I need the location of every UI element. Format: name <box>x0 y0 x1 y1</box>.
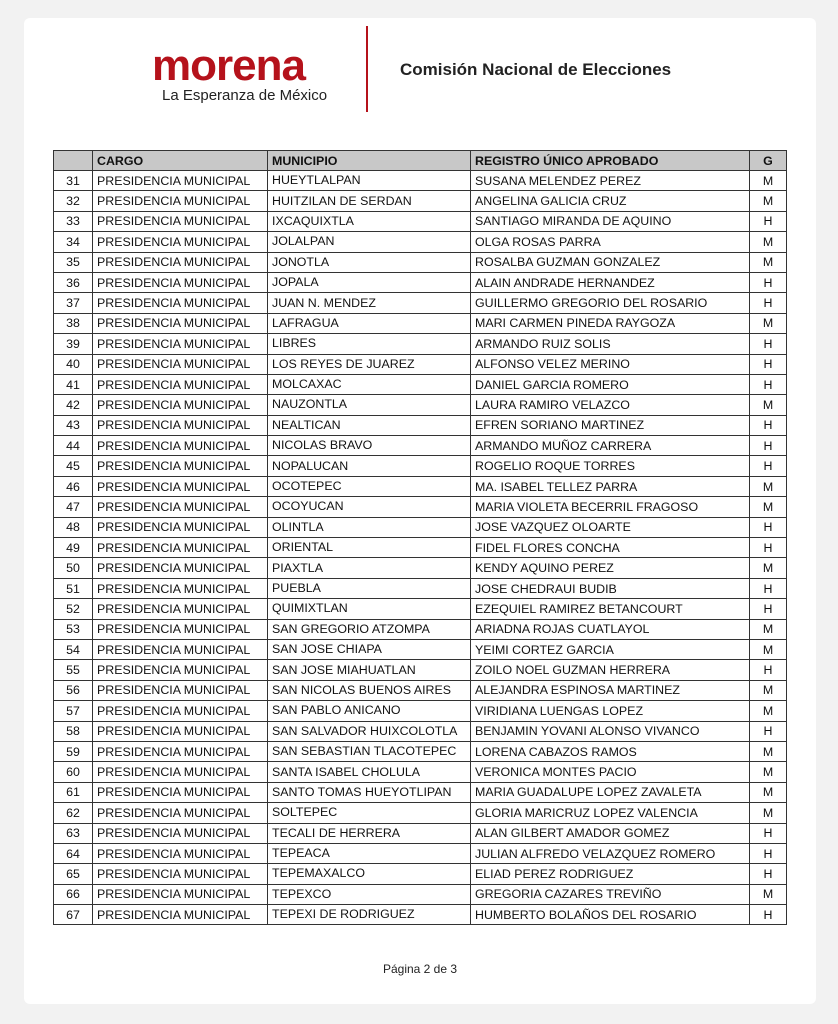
registro-cell: BENJAMIN YOVANI ALONSO VIVANCO <box>471 721 750 741</box>
cargo-cell: PRESIDENCIA MUNICIPAL <box>93 415 268 435</box>
cargo-cell: PRESIDENCIA MUNICIPAL <box>93 884 268 904</box>
cargo-cell: PRESIDENCIA MUNICIPAL <box>93 395 268 415</box>
logo-tagline: La Esperanza de México <box>162 87 328 104</box>
registro-cell: VERONICA MONTES PACIO <box>471 762 750 782</box>
row-number: 32 <box>54 191 93 211</box>
cargo-cell: PRESIDENCIA MUNICIPAL <box>93 864 268 884</box>
genero-cell: H <box>750 293 787 313</box>
table-row <box>54 456 787 476</box>
column-header-municipio: MUNICIPIO <box>268 151 471 171</box>
row-number: 44 <box>54 436 93 456</box>
registro-cell: ARIADNA ROJAS CUATLAYOL <box>471 619 750 639</box>
genero-cell: M <box>750 680 787 700</box>
row-number: 55 <box>54 660 93 680</box>
municipio-cell: TEPEACA <box>268 843 471 863</box>
row-number: 51 <box>54 578 93 598</box>
table-row <box>54 476 787 496</box>
municipio-cell: SAN JOSE CHIAPA <box>268 639 471 659</box>
table-row <box>54 905 787 925</box>
registro-cell: SANTIAGO MIRANDA DE AQUINO <box>471 211 750 231</box>
row-number: 34 <box>54 232 93 252</box>
genero-cell: M <box>750 252 787 272</box>
genero-cell: M <box>750 741 787 761</box>
municipio-cell: SOLTEPEC <box>268 803 471 823</box>
registro-cell: HUMBERTO BOLAÑOS DEL ROSARIO <box>471 905 750 925</box>
genero-cell: M <box>750 803 787 823</box>
genero-cell: H <box>750 905 787 925</box>
municipio-cell: NOPALUCAN <box>268 456 471 476</box>
municipio-cell: NAUZONTLA <box>268 395 471 415</box>
row-number: 67 <box>54 905 93 925</box>
cargo-cell: PRESIDENCIA MUNICIPAL <box>93 721 268 741</box>
table-row <box>54 293 787 313</box>
cargo-cell: PRESIDENCIA MUNICIPAL <box>93 660 268 680</box>
row-number: 41 <box>54 374 93 394</box>
municipio-cell: SAN JOSE MIAHUATLAN <box>268 660 471 680</box>
column-header-registro: REGISTRO ÚNICO APROBADO <box>471 151 750 171</box>
registro-cell: YEIMI CORTEZ GARCIA <box>471 639 750 659</box>
row-number: 50 <box>54 558 93 578</box>
municipio-cell: SAN SEBASTIAN TLACOTEPEC <box>268 741 471 761</box>
cargo-cell: PRESIDENCIA MUNICIPAL <box>93 272 268 292</box>
row-number: 48 <box>54 517 93 537</box>
column-header-cargo: CARGO <box>93 151 268 171</box>
municipio-cell: HUITZILAN DE SERDAN <box>268 191 471 211</box>
registro-cell: EZEQUIEL RAMIREZ BETANCOURT <box>471 599 750 619</box>
row-number: 43 <box>54 415 93 435</box>
genero-cell: H <box>750 272 787 292</box>
table-row <box>54 252 787 272</box>
table-row <box>54 782 787 802</box>
genero-cell: H <box>750 354 787 374</box>
cargo-cell: PRESIDENCIA MUNICIPAL <box>93 252 268 272</box>
page-number: Página 2 de 3 <box>382 962 458 976</box>
registro-cell: MA. ISABEL TELLEZ PARRA <box>471 476 750 496</box>
row-number: 49 <box>54 538 93 558</box>
municipio-cell: OLINTLA <box>268 517 471 537</box>
registro-cell: LORENA CABAZOS RAMOS <box>471 741 750 761</box>
registro-cell: GUILLERMO GREGORIO DEL ROSARIO <box>471 293 750 313</box>
cargo-cell: PRESIDENCIA MUNICIPAL <box>93 517 268 537</box>
table-row <box>54 497 787 517</box>
row-number: 58 <box>54 721 93 741</box>
municipio-cell: LIBRES <box>268 334 471 354</box>
municipio-cell: TECALI DE HERRERA <box>268 823 471 843</box>
municipio-cell: PIAXTLA <box>268 558 471 578</box>
genero-cell: M <box>750 884 787 904</box>
cargo-cell: PRESIDENCIA MUNICIPAL <box>93 639 268 659</box>
table-row <box>54 701 787 721</box>
table-row <box>54 374 787 394</box>
row-number: 60 <box>54 762 93 782</box>
row-number: 62 <box>54 803 93 823</box>
municipio-cell: MOLCAXAC <box>268 374 471 394</box>
row-number: 56 <box>54 680 93 700</box>
registro-cell: ALFONSO VELEZ MERINO <box>471 354 750 374</box>
municipio-cell: SAN NICOLAS BUENOS AIRES <box>268 680 471 700</box>
registro-cell: GLORIA MARICRUZ LOPEZ VALENCIA <box>471 803 750 823</box>
genero-cell: H <box>750 721 787 741</box>
municipio-cell: JOLALPAN <box>268 232 471 252</box>
genero-cell: M <box>750 497 787 517</box>
table-row <box>54 578 787 598</box>
cargo-cell: PRESIDENCIA MUNICIPAL <box>93 374 268 394</box>
registro-cell: SUSANA MELENDEZ PEREZ <box>471 171 750 191</box>
cargo-cell: PRESIDENCIA MUNICIPAL <box>93 823 268 843</box>
genero-cell: H <box>750 415 787 435</box>
registro-cell: EFREN SORIANO MARTINEZ <box>471 415 750 435</box>
municipio-cell: SAN PABLO ANICANO <box>268 701 471 721</box>
cargo-cell: PRESIDENCIA MUNICIPAL <box>93 762 268 782</box>
cargo-cell: PRESIDENCIA MUNICIPAL <box>93 680 268 700</box>
genero-cell: H <box>750 374 787 394</box>
row-number: 33 <box>54 211 93 231</box>
table-row <box>54 803 787 823</box>
table-row <box>54 741 787 761</box>
registro-cell: ZOILO NOEL GUZMAN HERRERA <box>471 660 750 680</box>
registro-cell: JULIAN ALFREDO VELAZQUEZ ROMERO <box>471 843 750 863</box>
cargo-cell: PRESIDENCIA MUNICIPAL <box>93 599 268 619</box>
table-row <box>54 599 787 619</box>
genero-cell: M <box>750 619 787 639</box>
table-row <box>54 864 787 884</box>
table-row <box>54 538 787 558</box>
municipio-cell: LOS REYES DE JUAREZ <box>268 354 471 374</box>
cargo-cell: PRESIDENCIA MUNICIPAL <box>93 476 268 496</box>
row-number: 66 <box>54 884 93 904</box>
table-row <box>54 660 787 680</box>
registro-cell: ALAIN ANDRADE HERNANDEZ <box>471 272 750 292</box>
table-row <box>54 272 787 292</box>
registro-cell: LAURA RAMIRO VELAZCO <box>471 395 750 415</box>
municipio-cell: TEPEXCO <box>268 884 471 904</box>
row-number: 38 <box>54 313 93 333</box>
registro-cell: DANIEL GARCIA ROMERO <box>471 374 750 394</box>
row-number: 57 <box>54 701 93 721</box>
genero-cell: H <box>750 823 787 843</box>
cargo-cell: PRESIDENCIA MUNICIPAL <box>93 558 268 578</box>
genero-cell: M <box>750 762 787 782</box>
registro-cell: FIDEL FLORES CONCHA <box>471 538 750 558</box>
row-number: 35 <box>54 252 93 272</box>
genero-cell: H <box>750 334 787 354</box>
genero-cell: H <box>750 599 787 619</box>
registro-cell: ROGELIO ROQUE TORRES <box>471 456 750 476</box>
table-row <box>54 639 787 659</box>
genero-cell: M <box>750 395 787 415</box>
registro-cell: ARMANDO MUÑOZ CARRERA <box>471 436 750 456</box>
row-number: 54 <box>54 639 93 659</box>
table-row <box>54 354 787 374</box>
row-number: 39 <box>54 334 93 354</box>
registro-cell: KENDY AQUINO PEREZ <box>471 558 750 578</box>
table-row <box>54 823 787 843</box>
cargo-cell: PRESIDENCIA MUNICIPAL <box>93 334 268 354</box>
municipio-cell: OCOYUCAN <box>268 497 471 517</box>
municipio-cell: PUEBLA <box>268 578 471 598</box>
cargo-cell: PRESIDENCIA MUNICIPAL <box>93 293 268 313</box>
table-row <box>54 415 787 435</box>
registro-cell: MARI CARMEN PINEDA RAYGOZA <box>471 313 750 333</box>
cargo-cell: PRESIDENCIA MUNICIPAL <box>93 782 268 802</box>
table-row <box>54 313 787 333</box>
genero-cell: H <box>750 456 787 476</box>
cargo-cell: PRESIDENCIA MUNICIPAL <box>93 843 268 863</box>
document-page <box>24 18 816 1004</box>
registro-cell: MARIA VIOLETA BECERRIL FRAGOSO <box>471 497 750 517</box>
table-row <box>54 171 787 191</box>
table-row <box>54 191 787 211</box>
table-row <box>54 517 787 537</box>
document-header <box>24 18 816 128</box>
municipio-cell: IXCAQUIXTLA <box>268 211 471 231</box>
cargo-cell: PRESIDENCIA MUNICIPAL <box>93 741 268 761</box>
registro-cell: MARIA GUADALUPE LOPEZ ZAVALETA <box>471 782 750 802</box>
registro-cell: ALAN GILBERT AMADOR GOMEZ <box>471 823 750 843</box>
cargo-cell: PRESIDENCIA MUNICIPAL <box>93 905 268 925</box>
genero-cell: M <box>750 191 787 211</box>
municipio-cell: JUAN N. MENDEZ <box>268 293 471 313</box>
registro-cell: VIRIDIANA LUENGAS LOPEZ <box>471 701 750 721</box>
row-number: 40 <box>54 354 93 374</box>
cargo-cell: PRESIDENCIA MUNICIPAL <box>93 803 268 823</box>
cargo-cell: PRESIDENCIA MUNICIPAL <box>93 701 268 721</box>
genero-cell: M <box>750 476 787 496</box>
registro-cell: ALEJANDRA ESPINOSA MARTINEZ <box>471 680 750 700</box>
genero-cell: M <box>750 232 787 252</box>
candidates-table <box>53 150 787 925</box>
municipio-cell: SANTO TOMAS HUEYOTLIPAN <box>268 782 471 802</box>
registro-cell: JOSE VAZQUEZ OLOARTE <box>471 517 750 537</box>
genero-cell: M <box>750 558 787 578</box>
table-row <box>54 232 787 252</box>
cargo-cell: PRESIDENCIA MUNICIPAL <box>93 497 268 517</box>
registro-cell: OLGA ROSAS PARRA <box>471 232 750 252</box>
table-row <box>54 680 787 700</box>
municipio-cell: NEALTICAN <box>268 415 471 435</box>
registro-cell: ARMANDO RUIZ SOLIS <box>471 334 750 354</box>
row-number: 42 <box>54 395 93 415</box>
municipio-cell: OCOTEPEC <box>268 476 471 496</box>
municipio-cell: LAFRAGUA <box>268 313 471 333</box>
registro-cell: ANGELINA GALICIA CRUZ <box>471 191 750 211</box>
row-number: 31 <box>54 171 93 191</box>
cargo-cell: PRESIDENCIA MUNICIPAL <box>93 171 268 191</box>
genero-cell: M <box>750 171 787 191</box>
row-number: 37 <box>54 293 93 313</box>
commission-title: Comisión Nacional de Elecciones <box>400 60 672 79</box>
registro-cell: GREGORIA CAZARES TREVIÑO <box>471 884 750 904</box>
municipio-cell: JOPALA <box>268 272 471 292</box>
column-header-genero: G <box>750 151 787 171</box>
genero-cell: H <box>750 864 787 884</box>
registro-cell: ROSALBA GUZMAN GONZALEZ <box>471 252 750 272</box>
table-body <box>54 171 787 925</box>
genero-cell: M <box>750 639 787 659</box>
municipio-cell: JONOTLA <box>268 252 471 272</box>
municipio-cell: SANTA ISABEL CHOLULA <box>268 762 471 782</box>
genero-cell: H <box>750 578 787 598</box>
genero-cell: H <box>750 436 787 456</box>
genero-cell: H <box>750 538 787 558</box>
morena-logo: morena <box>152 41 305 90</box>
table-row <box>54 334 787 354</box>
cargo-cell: PRESIDENCIA MUNICIPAL <box>93 354 268 374</box>
genero-cell: H <box>750 660 787 680</box>
cargo-cell: PRESIDENCIA MUNICIPAL <box>93 538 268 558</box>
table-row <box>54 436 787 456</box>
row-number: 47 <box>54 497 93 517</box>
table-row <box>54 843 787 863</box>
table-row <box>54 884 787 904</box>
table-row <box>54 619 787 639</box>
row-number: 59 <box>54 741 93 761</box>
genero-cell: H <box>750 211 787 231</box>
cargo-cell: PRESIDENCIA MUNICIPAL <box>93 313 268 333</box>
registro-cell: JOSE CHEDRAUI BUDIB <box>471 578 750 598</box>
row-number: 45 <box>54 456 93 476</box>
municipio-cell: TEPEMAXALCO <box>268 864 471 884</box>
header-divider <box>366 26 368 112</box>
cargo-cell: PRESIDENCIA MUNICIPAL <box>93 456 268 476</box>
cargo-cell: PRESIDENCIA MUNICIPAL <box>93 578 268 598</box>
municipio-cell: SAN SALVADOR HUIXCOLOTLA <box>268 721 471 741</box>
table-header-row <box>54 151 787 171</box>
genero-cell: H <box>750 843 787 863</box>
table-row <box>54 211 787 231</box>
municipio-cell: SAN GREGORIO ATZOMPA <box>268 619 471 639</box>
row-number: 61 <box>54 782 93 802</box>
table-row <box>54 558 787 578</box>
cargo-cell: PRESIDENCIA MUNICIPAL <box>93 232 268 252</box>
cargo-cell: PRESIDENCIA MUNICIPAL <box>93 211 268 231</box>
genero-cell: M <box>750 782 787 802</box>
cargo-cell: PRESIDENCIA MUNICIPAL <box>93 436 268 456</box>
table-row <box>54 395 787 415</box>
table-row <box>54 721 787 741</box>
row-number: 63 <box>54 823 93 843</box>
cargo-cell: PRESIDENCIA MUNICIPAL <box>93 191 268 211</box>
row-number: 46 <box>54 476 93 496</box>
municipio-cell: NICOLAS BRAVO <box>268 436 471 456</box>
row-number: 36 <box>54 272 93 292</box>
row-number: 52 <box>54 599 93 619</box>
cargo-cell: PRESIDENCIA MUNICIPAL <box>93 619 268 639</box>
genero-cell: H <box>750 517 787 537</box>
row-number: 64 <box>54 843 93 863</box>
registro-cell: ELIAD PEREZ RODRIGUEZ <box>471 864 750 884</box>
genero-cell: M <box>750 313 787 333</box>
row-number: 65 <box>54 864 93 884</box>
genero-cell: M <box>750 701 787 721</box>
table-row <box>54 762 787 782</box>
row-number: 53 <box>54 619 93 639</box>
municipio-cell: QUIMIXTLAN <box>268 599 471 619</box>
municipio-cell: ORIENTAL <box>268 538 471 558</box>
municipio-cell: HUEYTLALPAN <box>268 171 471 191</box>
column-header-number <box>54 151 93 171</box>
municipio-cell: TEPEXI DE RODRIGUEZ <box>268 905 471 925</box>
